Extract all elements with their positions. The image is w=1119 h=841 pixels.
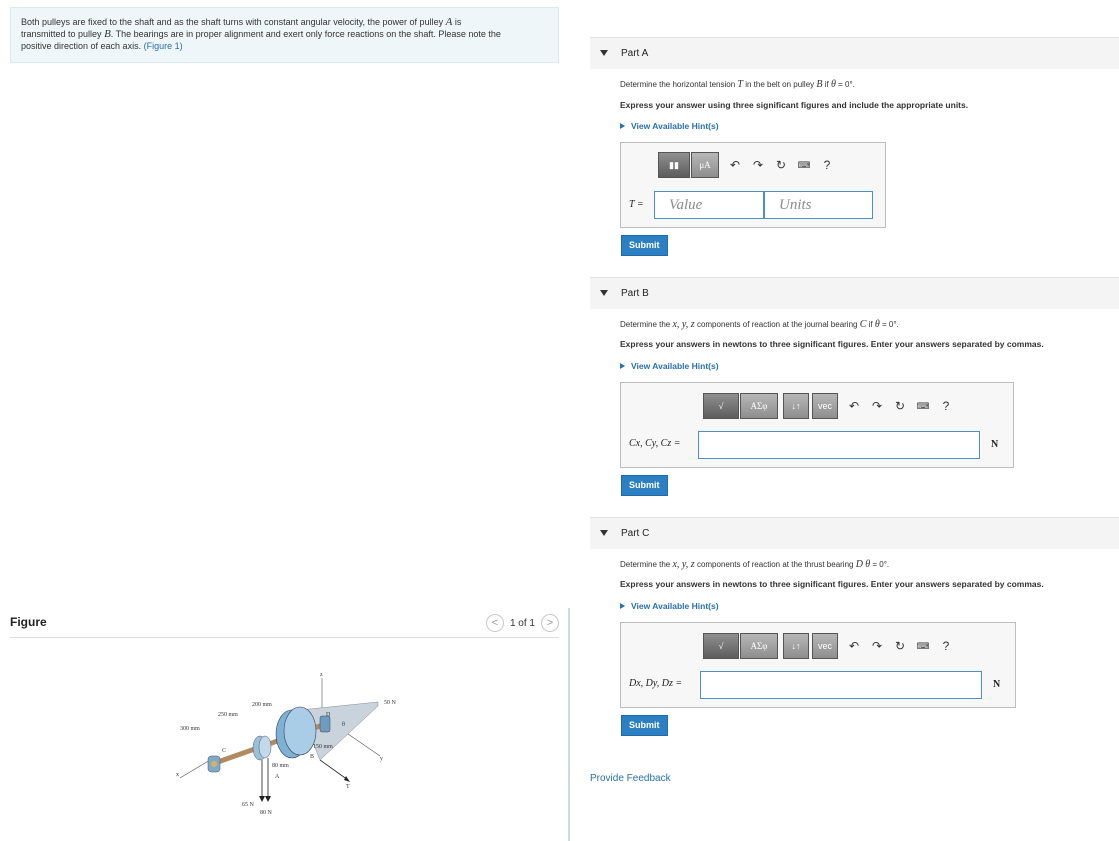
- part-b-q-mid: components of reaction at the journal bearing: [696, 320, 858, 329]
- pulley-b-symbol: B: [104, 28, 111, 40]
- fig-label-300: 300 mm: [180, 726, 200, 732]
- part-a-q-var: T: [737, 79, 743, 90]
- part-b-unit: N: [991, 439, 999, 450]
- fig-label-150: 150 mm: [313, 744, 333, 750]
- part-b-q-var2: C: [859, 319, 867, 330]
- keyboard-icon[interactable]: ⌨: [797, 159, 811, 170]
- sqrt-template-button[interactable]: √: [703, 633, 739, 659]
- redo-icon[interactable]: ↷: [752, 158, 764, 172]
- column-divider: [568, 608, 570, 841]
- part-b-q-theta: θ: [874, 319, 880, 330]
- part-a-hint-text: View Available Hint(s): [631, 121, 719, 131]
- part-c-question: [620, 559, 889, 570]
- part-a-q-var2: B: [816, 79, 823, 90]
- shaft-pulley-figure: [170, 668, 410, 828]
- prev-figure-button[interactable]: <: [486, 614, 504, 632]
- vector-button[interactable]: vec: [812, 393, 838, 419]
- part-c-header[interactable]: [590, 517, 1119, 549]
- part-b-hint-link[interactable]: [620, 361, 719, 371]
- fig-label-250: 250 mm: [218, 712, 238, 718]
- value-input[interactable]: Value: [654, 191, 764, 219]
- part-a-q-theta: θ: [830, 79, 836, 90]
- figure-page-count: 1 of 1: [509, 617, 535, 629]
- part-a-q-prefix: Determine the horizontal tension: [620, 80, 736, 89]
- caret-right-icon: [620, 363, 625, 369]
- fig-label-80: 80 mm: [272, 763, 289, 769]
- redo-icon[interactable]: ↷: [871, 399, 883, 413]
- part-c-q-vars: x, y, z: [672, 559, 695, 570]
- sub-superscript-button[interactable]: ↓↑: [783, 633, 809, 659]
- problem-line3: positive direction of each axis.: [21, 41, 142, 51]
- fig-label-z: z: [320, 672, 323, 678]
- part-a-answer-box: [620, 142, 886, 228]
- undo-icon[interactable]: ↶: [848, 639, 860, 653]
- fig-label-b: B: [310, 754, 315, 760]
- help-icon[interactable]: ?: [942, 639, 950, 653]
- part-c-q-suffix: = 0°.: [872, 560, 890, 569]
- undo-icon[interactable]: ↶: [848, 399, 860, 413]
- caret-right-icon: [620, 603, 625, 609]
- problem-line2-prefix: transmitted to pulley: [21, 29, 102, 39]
- part-c-answer-input[interactable]: [700, 671, 982, 699]
- undo-icon[interactable]: ↶: [729, 158, 741, 172]
- fig-label-80n: 80 N: [260, 810, 272, 816]
- fig-label-200: 200 mm: [252, 702, 272, 708]
- collapse-triangle-icon[interactable]: [600, 530, 608, 536]
- part-c-q-prefix: Determine the: [620, 560, 671, 569]
- reset-icon[interactable]: ↻: [894, 399, 906, 413]
- part-c-hint-text: View Available Hint(s): [631, 601, 719, 611]
- collapse-triangle-icon[interactable]: [600, 50, 608, 56]
- collapse-triangle-icon[interactable]: [600, 290, 608, 296]
- part-a-hint-link[interactable]: [620, 121, 719, 131]
- part-c-variable-label: Dx, Dy, Dz =: [629, 678, 683, 689]
- fig-label-a: A: [275, 774, 280, 780]
- figure-title: Figure: [10, 615, 47, 629]
- problem-line1-prefix: Both pulleys are fixed to the shaft and as the shaft turns with constant angular velocity, the power of pulley: [21, 17, 444, 27]
- part-c-q-theta: θ: [865, 559, 871, 570]
- part-c-hint-link[interactable]: [620, 601, 719, 611]
- greek-symbols-button[interactable]: ΑΣφ: [740, 393, 778, 419]
- problem-line1-suffix: is: [454, 17, 462, 27]
- part-b-q-suffix: = 0°.: [882, 320, 899, 329]
- part-a-instructions: Express your answer using three significant figures and include the appropriate units.: [620, 100, 969, 110]
- problem-statement: [10, 7, 559, 63]
- fig-label-65n: 65 N: [242, 802, 254, 808]
- part-a-question: [620, 79, 855, 90]
- greek-symbols-button[interactable]: ΑΣφ: [740, 633, 778, 659]
- part-a-variable-label: T =: [629, 199, 644, 210]
- part-b-instructions: Express your answers in newtons to three significant figures. Enter your answers separated by commas.: [620, 339, 1044, 349]
- units-button[interactable]: μA: [691, 152, 719, 178]
- part-b-submit-button[interactable]: Submit: [621, 475, 668, 496]
- part-c-q-var2: D: [855, 559, 863, 570]
- fig-label-d: D: [326, 712, 331, 718]
- part-c-toolbar: [703, 633, 953, 659]
- figure-link[interactable]: (Figure 1): [143, 41, 183, 51]
- part-a-header[interactable]: [590, 37, 1119, 69]
- part-b-question: [620, 319, 899, 330]
- part-a-toolbar: [658, 152, 834, 178]
- part-b-variable-label: Cx, Cy, Cz =: [629, 438, 681, 449]
- pulley-a-symbol: A: [445, 16, 453, 28]
- help-icon[interactable]: ?: [942, 399, 950, 413]
- units-input[interactable]: Units: [764, 191, 873, 219]
- sub-superscript-button[interactable]: ↓↑: [783, 393, 809, 419]
- part-c-title: Part C: [621, 528, 650, 539]
- figure-pager: [486, 614, 559, 632]
- fig-label-theta: θ: [342, 722, 345, 728]
- reset-icon[interactable]: ↻: [894, 639, 906, 653]
- part-c-submit-button[interactable]: Submit: [621, 715, 668, 736]
- part-b-header[interactable]: [590, 277, 1119, 309]
- part-b-toolbar: [703, 393, 953, 419]
- reset-icon[interactable]: ↻: [775, 158, 787, 172]
- part-b-answer-box: [620, 382, 1014, 468]
- part-b-title: Part B: [621, 288, 649, 299]
- part-c-q-mid: components of reaction at the thrust bearing: [696, 560, 854, 569]
- fig-label-c: C: [222, 748, 227, 754]
- part-c-unit: N: [993, 679, 1001, 690]
- fig-label-50n: 50 N: [384, 700, 396, 706]
- fig-label-t: T: [346, 784, 350, 790]
- help-icon[interactable]: ?: [823, 158, 831, 172]
- part-b-answer-input[interactable]: [698, 431, 980, 459]
- part-a-q-mid2: if: [824, 80, 829, 89]
- next-figure-button[interactable]: >: [541, 614, 559, 632]
- part-c-instructions: Express your answers in newtons to three significant figures. Enter your answers separated by commas.: [620, 579, 1044, 589]
- vector-button[interactable]: vec: [812, 633, 838, 659]
- fig-label-y: y: [380, 756, 383, 762]
- redo-icon[interactable]: ↷: [871, 639, 883, 653]
- part-a-q-suffix: = 0°.: [838, 80, 855, 89]
- part-a-submit-button[interactable]: Submit: [621, 235, 668, 256]
- figure-header: [10, 612, 559, 638]
- sqrt-template-button[interactable]: √: [703, 393, 739, 419]
- part-b-q-mid2: if: [868, 320, 873, 329]
- part-b-q-prefix: Determine the: [620, 320, 671, 329]
- keyboard-icon[interactable]: ⌨: [916, 640, 930, 651]
- part-a-q-mid: in the belt on pulley: [745, 80, 815, 89]
- part-b-q-vars: x, y, z: [672, 319, 695, 330]
- part-a-title: Part A: [621, 48, 649, 59]
- templates-button[interactable]: ▮▮: [658, 152, 690, 178]
- part-b-hint-text: View Available Hint(s): [631, 361, 719, 371]
- fig-label-x: x: [176, 772, 179, 778]
- part-c-answer-box: [620, 622, 1016, 708]
- provide-feedback-link[interactable]: Provide Feedback: [590, 773, 671, 784]
- problem-line2-suffix: . The bearings are in proper alignment and exert only force reactions on the shaft. Please note the: [110, 29, 501, 39]
- caret-right-icon: [620, 123, 625, 129]
- keyboard-icon[interactable]: ⌨: [916, 400, 930, 411]
